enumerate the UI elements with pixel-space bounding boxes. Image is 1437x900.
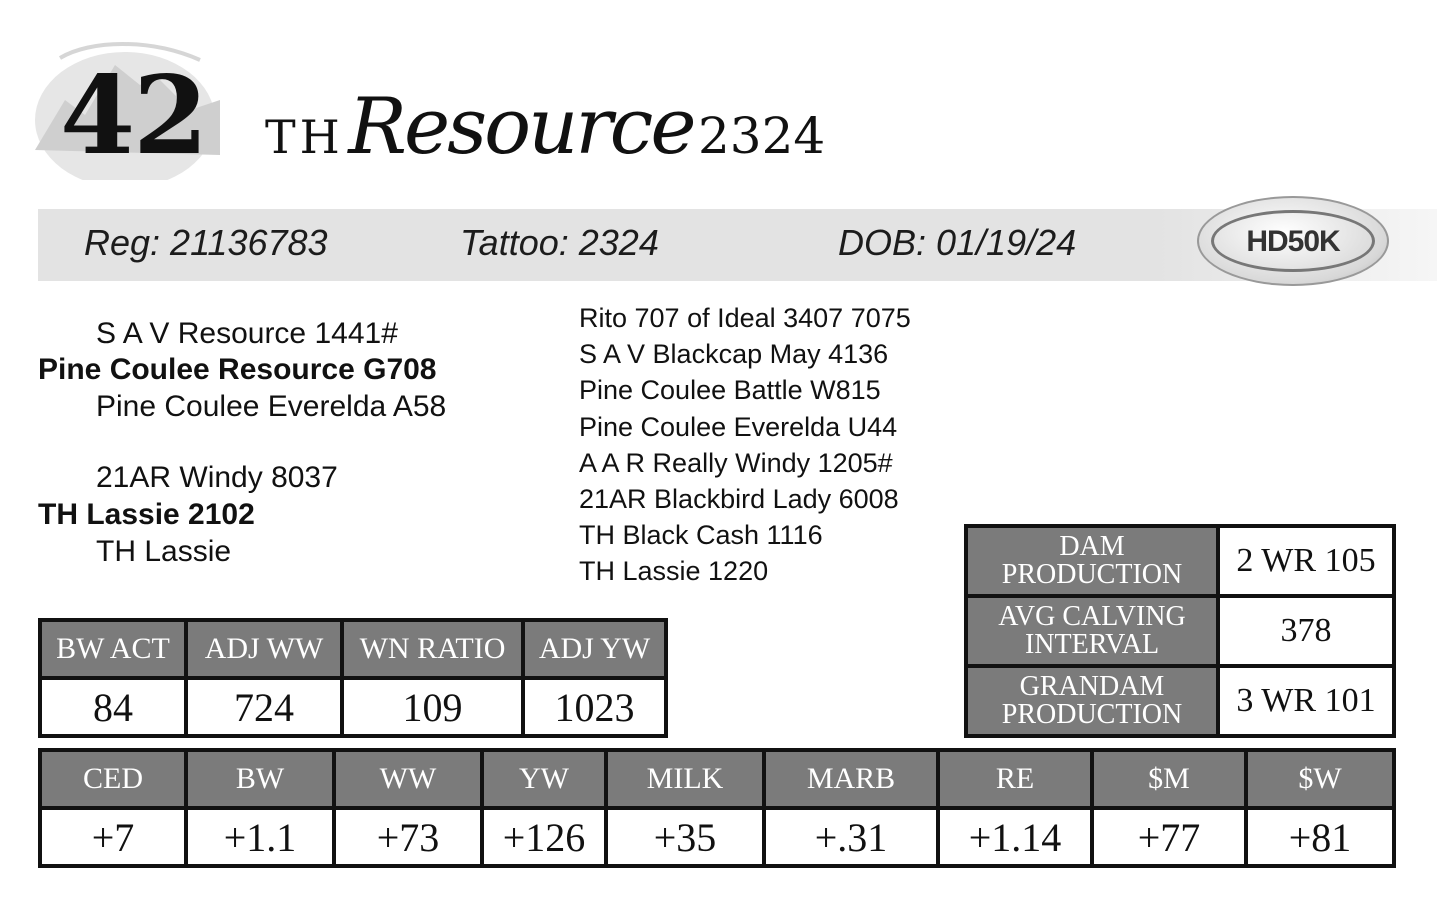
hd50k-badge xyxy=(1197,196,1389,286)
epd-header: $M xyxy=(1092,750,1246,808)
lot-number: 42 xyxy=(60,53,207,179)
dob: DOB: 01/19/24 xyxy=(838,222,1077,263)
ancestor: 21AR Blackbird Lady 6008 xyxy=(579,484,899,515)
epd-header: RE xyxy=(938,750,1092,808)
ancestor: A A R Really Windy 1205# xyxy=(579,447,893,478)
perf-header: WN RATIO xyxy=(342,620,523,678)
name-suffix: 2324 xyxy=(697,107,826,165)
ancestor-list xyxy=(579,300,911,590)
reg-number: Reg: 21136783 xyxy=(84,222,328,263)
epd-value: +35 xyxy=(606,808,764,866)
sire-sire: S A V Resource 1441# xyxy=(96,317,398,350)
epd-header: YW xyxy=(482,750,606,808)
sire-dam: Pine Coulee Everelda A58 xyxy=(96,390,447,423)
production-label: DAM PRODUCTION xyxy=(966,526,1218,596)
perf-header: BW ACT xyxy=(40,620,186,678)
name-prefix: TH xyxy=(265,110,344,164)
performance-table xyxy=(38,618,668,738)
name-main: Resource xyxy=(348,82,694,172)
epd-value: +.31 xyxy=(764,808,938,866)
perf-value: 109 xyxy=(342,678,523,736)
sire: Pine Coulee Resource G708 xyxy=(38,353,437,386)
epd-header: $W xyxy=(1246,750,1394,808)
ancestor: S A V Blackcap May 4136 xyxy=(579,339,889,370)
epd-header: MARB xyxy=(764,750,938,808)
epd-value: +73 xyxy=(334,808,482,866)
ancestor: TH Black Cash 1116 xyxy=(579,520,823,551)
perf-value: 84 xyxy=(40,678,186,736)
perf-value: 1023 xyxy=(523,678,666,736)
production-label: GRANDAM PRODUCTION xyxy=(966,666,1218,736)
ancestor: Pine Coulee Everelda U44 xyxy=(579,411,898,442)
hd50k-badge-label: HD50K xyxy=(1246,225,1340,258)
animal-name xyxy=(265,82,825,172)
ancestor: Rito 707 of Ideal 3407 7075 xyxy=(579,303,911,333)
epd-value: +81 xyxy=(1246,808,1394,866)
production-table xyxy=(964,524,1396,738)
epd-value: +126 xyxy=(482,808,606,866)
epd-header: WW xyxy=(334,750,482,808)
epd-value: +1.1 xyxy=(186,808,334,866)
epd-value: +77 xyxy=(1092,808,1246,866)
production-value: 378 xyxy=(1218,596,1394,666)
perf-value: 724 xyxy=(186,678,342,736)
production-label: AVG CALVING INTERVAL xyxy=(966,596,1218,666)
epd-value: +1.14 xyxy=(938,808,1092,866)
ancestor: Pine Coulee Battle W815 xyxy=(579,375,881,406)
production-value: 2 WR 105 xyxy=(1218,526,1394,596)
epd-header: MILK xyxy=(606,750,764,808)
dam-sire: 21AR Windy 8037 xyxy=(96,461,338,494)
dam: TH Lassie 2102 xyxy=(38,498,255,531)
epd-header: CED xyxy=(40,750,186,808)
perf-header: ADJ YW xyxy=(523,620,666,678)
dam-dam: TH Lassie xyxy=(96,535,232,568)
epd-header: BW xyxy=(186,750,334,808)
ancestor: TH Lassie 1220 xyxy=(579,556,769,587)
production-value: 3 WR 101 xyxy=(1218,666,1394,736)
tattoo: Tattoo: 2324 xyxy=(460,222,659,263)
perf-header: ADJ WW xyxy=(186,620,342,678)
epd-table xyxy=(38,748,1396,868)
epd-value: +7 xyxy=(40,808,186,866)
